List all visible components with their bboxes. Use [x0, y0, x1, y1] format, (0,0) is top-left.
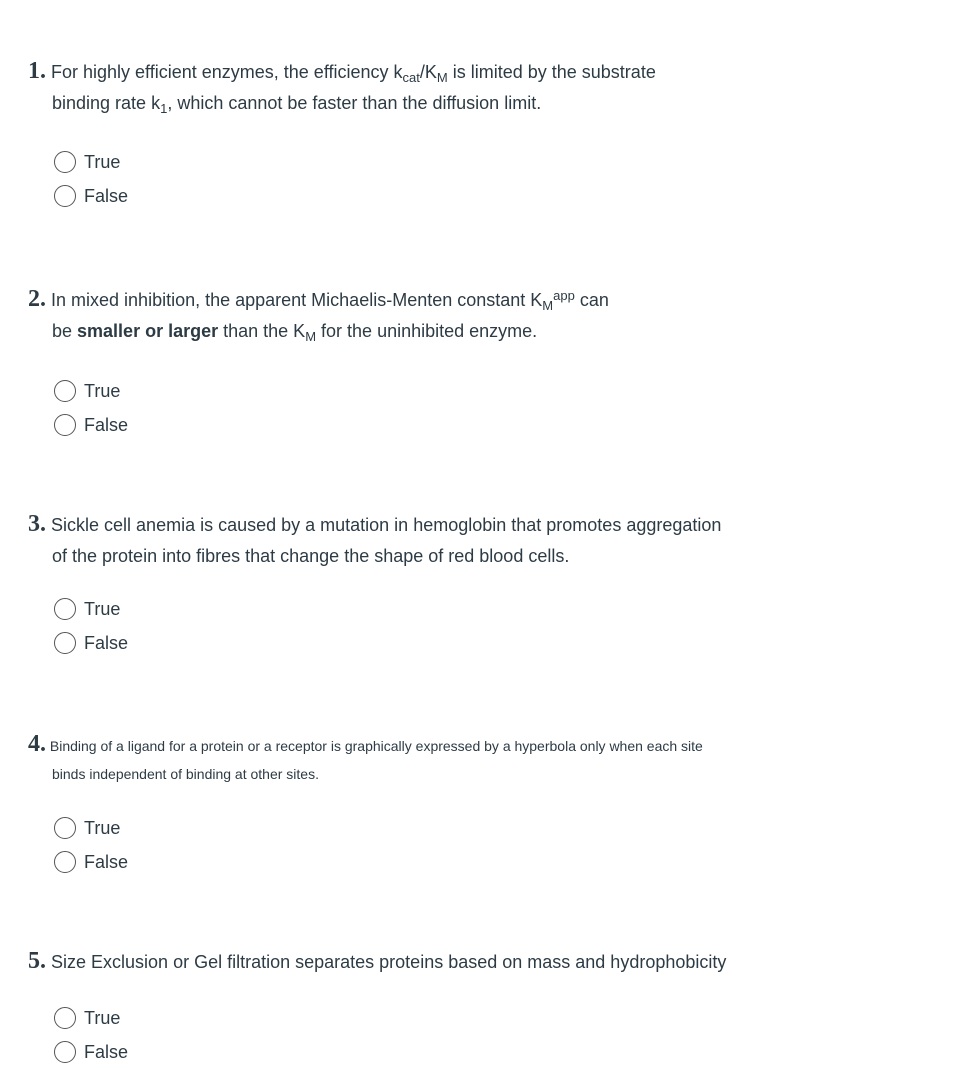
question-3: [28, 509, 948, 572]
radio-button[interactable]: [54, 1041, 76, 1063]
question-1-text: 1. For highly efficient enzymes, the efficiency $k_{cat}/K_M$ is limited by the substrate: [28, 58, 656, 85]
question-2-options: [54, 374, 128, 442]
q1-option-true[interactable]: [54, 145, 128, 179]
radio-button[interactable]: [54, 851, 76, 873]
question-number: 2.: [28, 286, 46, 312]
q3-option-false[interactable]: [54, 626, 128, 660]
radio-button[interactable]: [54, 185, 76, 207]
question-number: 1.: [28, 58, 46, 84]
option-label: True: [84, 151, 121, 172]
question-5-text: 5. Size Exclusion or Gel filtration separates proteins based on mass and hydrophobicity: [28, 948, 727, 974]
question-number: 3.: [28, 511, 46, 537]
q2-option-false[interactable]: [54, 408, 128, 442]
question-4-text-line2: binds independent of binding at other sites.: [52, 766, 319, 782]
option-label: True: [84, 598, 121, 619]
option-label: True: [84, 817, 121, 838]
question-3-text-line2: of the protein into fibres that change the shape of red blood cells.: [52, 546, 570, 566]
question-number: 5.: [28, 948, 46, 974]
option-label: False: [84, 1041, 129, 1062]
question-2: [28, 284, 948, 347]
q4-option-false[interactable]: [54, 845, 128, 879]
radio-button[interactable]: [54, 414, 76, 436]
question-1-options: [54, 145, 128, 213]
option-label: False: [84, 414, 129, 435]
option-label: False: [84, 185, 129, 206]
option-label: True: [84, 1007, 121, 1028]
radio-button[interactable]: [54, 598, 76, 620]
question-4: [28, 730, 948, 788]
question-number: 4.: [28, 731, 46, 757]
radio-button[interactable]: [54, 817, 76, 839]
q4-option-true[interactable]: [54, 811, 128, 845]
radio-button[interactable]: [54, 151, 76, 173]
question-3-options: [54, 592, 128, 660]
q1-option-false[interactable]: [54, 179, 128, 213]
question-2-text: 2. In mixed inhibition, the apparent Michaelis-Menten constant $K_M^{app}$ can: [28, 286, 609, 313]
radio-button[interactable]: [54, 632, 76, 654]
question-2-text-line2: be smaller or larger than the $K_M$ for the uninhibited enzyme.: [52, 321, 538, 344]
question-5-options: [54, 1001, 128, 1069]
q5-option-true[interactable]: [54, 1001, 128, 1035]
option-label: False: [84, 632, 129, 653]
option-label: False: [84, 851, 129, 872]
q5-option-false[interactable]: [54, 1035, 128, 1069]
question-5: [28, 946, 948, 978]
question-3-text: 3. Sickle cell anemia is caused by a mutation in hemoglobin that promotes aggregation: [28, 511, 722, 537]
radio-button[interactable]: [54, 1007, 76, 1029]
option-label: True: [84, 380, 121, 401]
question-1: [28, 56, 948, 119]
q2-option-true[interactable]: [54, 374, 128, 408]
question-1-text-line2: binding rate $k_1$, which cannot be faster than the diffusion limit.: [52, 93, 542, 116]
radio-button[interactable]: [54, 380, 76, 402]
q3-option-true[interactable]: [54, 592, 128, 626]
question-4-text: 4. Binding of a ligand for a protein or a receptor is graphically expressed by a hyperbola only when each site: [28, 731, 703, 757]
question-4-options: [54, 811, 128, 879]
